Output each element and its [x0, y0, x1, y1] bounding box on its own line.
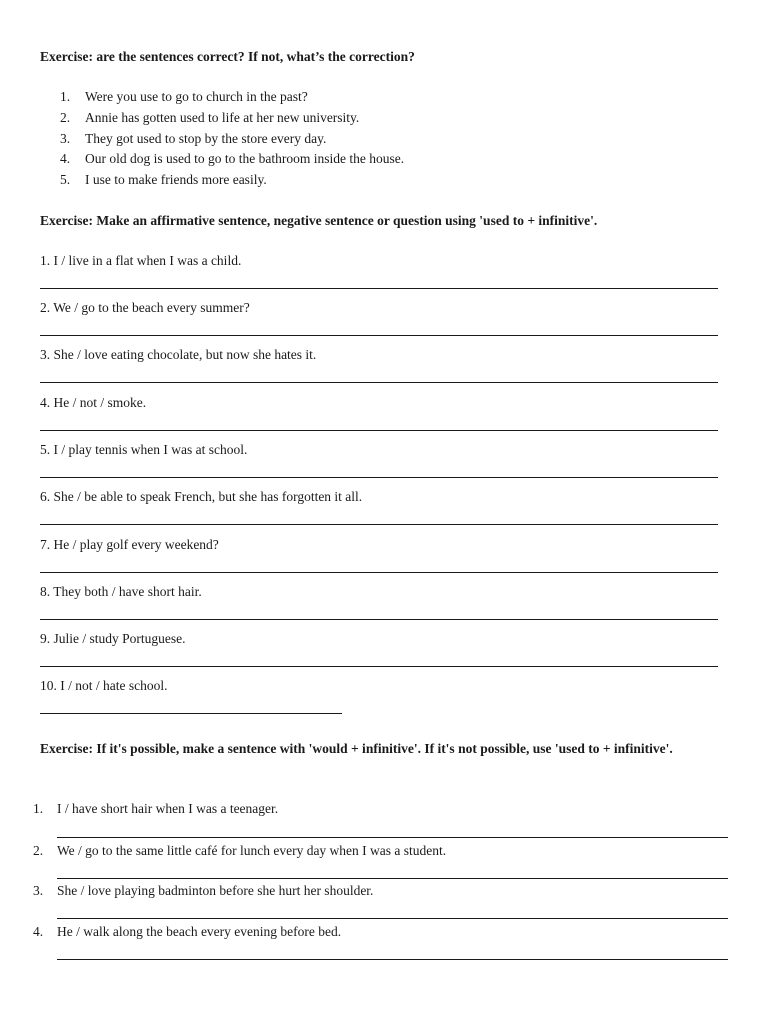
item-text: He / walk along the beach every evening before bed.	[57, 924, 342, 939]
exercise-3-title: Exercise: If it's possible, make a sentence with 'would + infinitive'. If it's not possible, use 'used to + infinitive'.	[40, 741, 673, 756]
item-text: Our old dog is used to go to the bathroom inside the house.	[85, 151, 405, 167]
answer-line-8[interactable]	[40, 619, 718, 620]
item-text: Were you use to go to church in the past?	[85, 89, 308, 104]
item-text: We / go to the same little café for lunch every day when I was a student.	[57, 843, 447, 858]
list-item	[60, 170, 404, 191]
answer-line-5[interactable]	[40, 477, 718, 478]
item-text: They got used to stop by the store every day.	[85, 130, 327, 146]
answer-line-2[interactable]	[40, 335, 718, 336]
item-number: 3.	[60, 130, 71, 146]
list-item	[60, 149, 404, 170]
item-number: 4.	[33, 924, 44, 939]
answer-line-3-3[interactable]	[57, 918, 728, 919]
item-number: 2.	[60, 109, 71, 125]
list-item	[60, 129, 404, 150]
exercise-3-item-3	[33, 882, 373, 900]
exercise-2-item-3: 3. She / love eating chocolate, but now she hates it.	[40, 347, 317, 362]
item-text: I / have short hair when I was a teenager.	[57, 801, 279, 816]
exercise-1-list	[60, 87, 404, 191]
exercise-3-item-2	[33, 842, 446, 860]
answer-line-1[interactable]	[40, 288, 718, 289]
answer-line-3[interactable]	[40, 382, 718, 383]
exercise-2-item-10: 10. I / not / hate school.	[40, 678, 168, 693]
answer-line-4[interactable]	[40, 430, 718, 431]
answer-line-3-4[interactable]	[57, 959, 728, 960]
answer-line-3-2[interactable]	[57, 878, 728, 879]
exercise-2-item-2: 2. We / go to the beach every summer?	[40, 300, 250, 315]
list-item	[60, 87, 404, 108]
answer-line-10[interactable]	[40, 713, 342, 714]
exercise-2-item-1: 1. I / live in a flat when I was a child.	[40, 253, 242, 268]
item-number: 1.	[60, 89, 71, 104]
exercise-2-item-7: 7. He / play golf every weekend?	[40, 537, 219, 552]
exercise-3-item-4	[33, 923, 341, 941]
item-text: Annie has gotten used to life at her new university.	[85, 109, 360, 125]
item-text: She / love playing badminton before she hurt her shoulder.	[57, 883, 374, 898]
exercise-3-item-1	[33, 800, 278, 818]
answer-line-6[interactable]	[40, 524, 718, 525]
exercise-2-item-6: 6. She / be able to speak French, but she has forgotten it all.	[40, 489, 363, 504]
item-number: 5.	[60, 172, 71, 188]
answer-line-7[interactable]	[40, 572, 718, 573]
exercise-2-item-4: 4. He / not / smoke.	[40, 395, 147, 410]
exercise-2-item-9: 9. Julie / study Portuguese.	[40, 631, 186, 646]
item-number: 2.	[33, 843, 44, 858]
item-number: 3.	[33, 883, 44, 898]
answer-line-9[interactable]	[40, 666, 718, 667]
exercise-2-item-5: 5. I / play tennis when I was at school.	[40, 442, 248, 457]
item-number: 4.	[60, 151, 71, 167]
list-item	[60, 108, 404, 129]
item-number: 1.	[33, 801, 44, 816]
item-text: I use to make friends more easily.	[85, 172, 267, 188]
exercise-2-title: Exercise: Make an affirmative sentence, negative sentence or question using 'used to + infinitive'.	[40, 213, 598, 228]
answer-line-3-1[interactable]	[57, 837, 728, 838]
exercise-2-item-8: 8. They both / have short hair.	[40, 584, 202, 599]
exercise-1-title: Exercise: are the sentences correct? If not, what’s the correction?	[40, 49, 415, 64]
